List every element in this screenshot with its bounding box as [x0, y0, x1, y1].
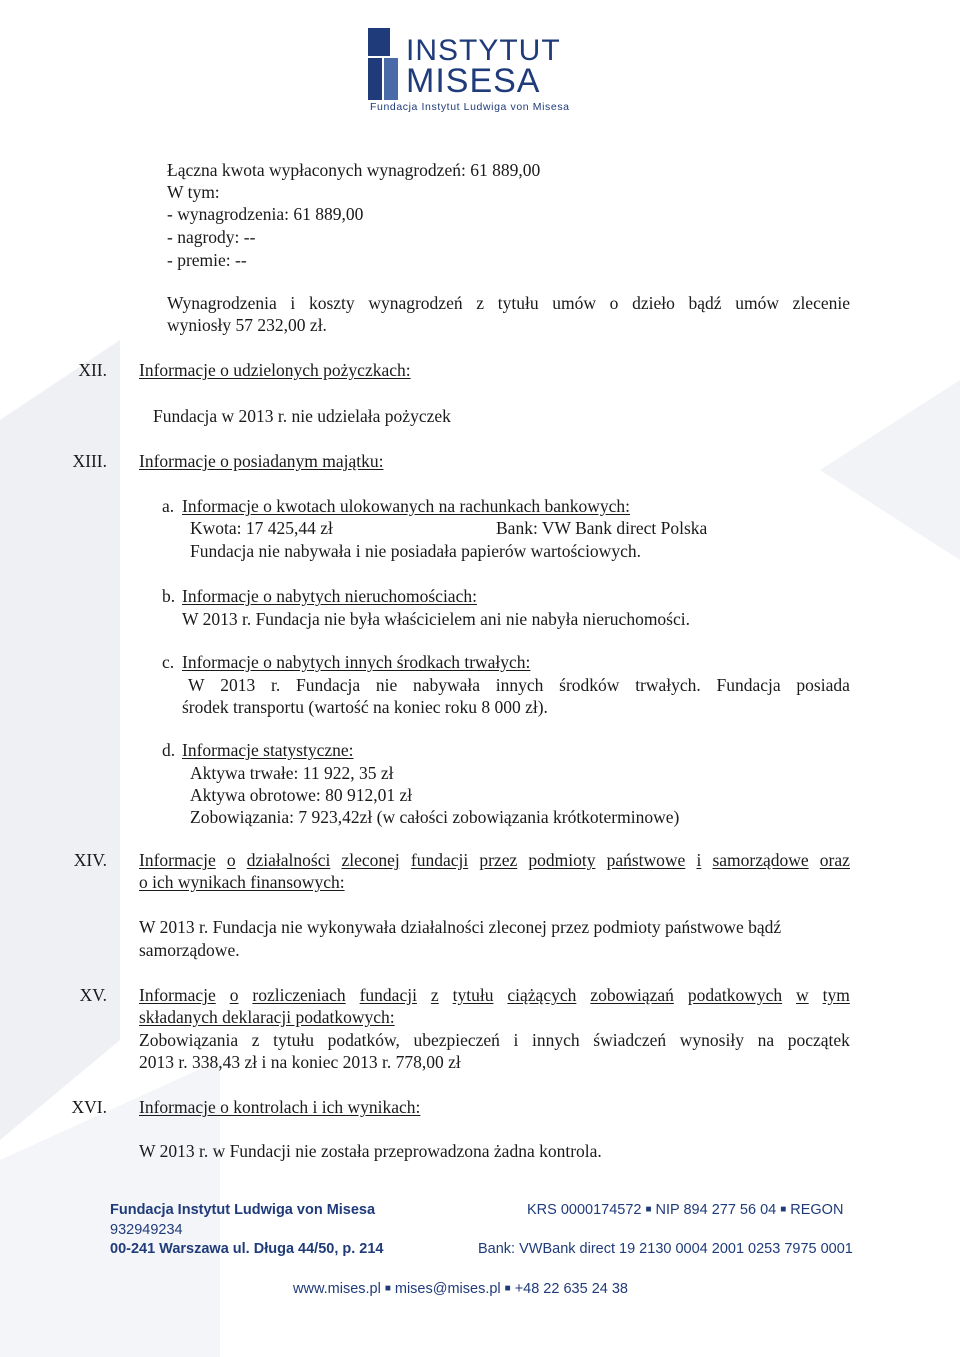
section-xv-text-line-2: 2013 r. 338,43 zł i na koniec 2013 r. 778,00 zł [139, 1052, 461, 1072]
item-b-marker: b. [162, 586, 176, 606]
word: 2013 [220, 675, 256, 695]
bank-name: Bank: VW Bank direct Polska [496, 518, 708, 538]
word: Zobowiązania [139, 1030, 239, 1050]
word: dzieło [632, 293, 675, 313]
word: bądź [688, 293, 722, 313]
footer-regon-label: REGON [790, 1202, 844, 1218]
word: w [796, 985, 809, 1005]
word: zobowiązań [590, 985, 674, 1005]
current-assets: Aktywa obrotowe: 80 912,01 zł [190, 785, 413, 805]
section-xv-text-line-1 [139, 1030, 850, 1051]
section-xii-title: Informacje o udzielonych pożyczkach: [139, 360, 411, 380]
logo-graphic [362, 24, 592, 114]
section-xiv-number: XIV. [73, 850, 107, 870]
word: ubezpieczeń [413, 1030, 500, 1050]
footer-regon-number: 932949234 [110, 1222, 183, 1238]
word: podmioty [528, 850, 596, 870]
item-a-title: Informacje o kwotach ulokowanych na rachunkach bankowych: [182, 496, 631, 516]
word: fundacji [410, 850, 469, 870]
word: na [757, 1030, 775, 1050]
section-xv-number: XV. [79, 985, 107, 1005]
separator-square-icon: ■ [504, 1283, 511, 1294]
footer-registry [527, 1201, 843, 1219]
word: samorządowe [712, 850, 809, 870]
word: nie [375, 675, 398, 695]
word: wynosiły [679, 1030, 744, 1050]
word: fundacji [359, 985, 417, 1005]
word: Fundacja [295, 675, 361, 695]
word: wynagrodzeń [368, 293, 463, 313]
section-xiv-title-line-2: o ich wynikach finansowych: [139, 872, 345, 892]
word: tytułu [497, 293, 539, 313]
word: podatków, [327, 1030, 400, 1050]
word: państwowe [606, 850, 686, 870]
item-d-marker: d. [162, 740, 176, 760]
section-xiv-text-line-2: samorządowe. [139, 940, 240, 960]
word: z [430, 985, 439, 1005]
word: rozliczeniach [252, 985, 346, 1005]
word: podatkowych [687, 985, 783, 1005]
section-xiv-text-line-1: W 2013 r. Fundacja nie wykonywała działalności zleconej przez podmioty państwowe bądź [139, 917, 782, 937]
section-xiii-title: Informacje o posiadanym majątku: [139, 451, 384, 471]
section-xii-number: XII. [78, 360, 107, 380]
word: umów [552, 293, 596, 313]
securities-text: Fundacja nie nabywała i nie posiadała papierów wartościowych. [190, 541, 641, 561]
word: działalności [246, 850, 331, 870]
word: W [188, 675, 205, 695]
word: trwałych. [635, 675, 701, 695]
separator-square-icon: ■ [780, 1204, 787, 1215]
word: posiada [796, 675, 850, 695]
word: o [226, 850, 236, 870]
bank-amount: Kwota: 17 425,44 zł [190, 518, 333, 538]
word: o [609, 293, 619, 313]
watermark-shape-right [820, 380, 960, 560]
separator-square-icon: ■ [384, 1283, 391, 1294]
total-wages-line: Łączna kwota wypłaconych wynagrodzeń: 61 889,00 [167, 160, 541, 180]
word: i [513, 1030, 519, 1050]
footer-krs: KRS 0000174572 [527, 1202, 642, 1218]
word: Informacje [139, 850, 216, 870]
footer-phone: +48 22 635 24 38 [514, 1281, 628, 1297]
logo-line2: MISESA [406, 62, 541, 100]
separator-square-icon: ■ [645, 1204, 652, 1215]
word: przez [479, 850, 518, 870]
word: innych [532, 1030, 580, 1050]
item-a-marker: a. [162, 496, 175, 516]
section-xv-title-line-1 [139, 985, 850, 1006]
contracts-line-2: wyniosły 57 232,00 zł. [167, 315, 327, 335]
word: Informacje [139, 985, 216, 1005]
section-xvi-number: XVI. [71, 1097, 107, 1117]
word: Wynagrodzenia [167, 293, 277, 313]
logo-square-top [368, 28, 390, 56]
word: z [476, 293, 485, 313]
logo-tagline: Fundacja Instytut Ludwiga von Misesa [370, 101, 570, 113]
contracts-line-1 [167, 293, 850, 314]
item-c-text-line-2: środek transportu (wartość na koniec roku 8 000 zł). [182, 697, 548, 717]
word: o [229, 985, 239, 1005]
word: początek [787, 1030, 850, 1050]
item-d-title: Informacje statystyczne: [182, 740, 354, 760]
word: tym [822, 985, 850, 1005]
logo-bar-left [368, 58, 382, 100]
fixed-assets: Aktywa trwałe: 11 922, 35 zł [190, 763, 394, 783]
item-c-marker: c. [162, 652, 175, 672]
word: nabywała [413, 675, 481, 695]
section-xii-text: Fundacja w 2013 r. nie udzielała pożyczek [153, 406, 451, 426]
footer-org-name-text: Fundacja Instytut Ludwiga von Misesa [110, 1202, 376, 1218]
footer-website-link[interactable]: www.mises.pl [293, 1281, 381, 1297]
item-b-text: W 2013 r. Fundacja nie była właścicielem ani nie nabyła nieruchomości. [182, 609, 690, 629]
word: koszty [308, 293, 355, 313]
item-c-text-line-1 [188, 675, 850, 696]
footer-org-name [110, 1201, 375, 1219]
footer-contact [293, 1280, 628, 1298]
word: i [696, 850, 702, 870]
awards-line: - nagrody: -- [167, 227, 256, 247]
instytut-misesa-logo [362, 24, 592, 114]
word: tytułu [273, 1030, 314, 1050]
word: umów [735, 293, 779, 313]
word: z [251, 1030, 260, 1050]
item-b-title: Informacje o nabytych nieruchomościach: [182, 586, 477, 606]
word: zlecenie [792, 293, 850, 313]
word: zleconej [341, 850, 400, 870]
word: ciążących [507, 985, 577, 1005]
section-xvi-title: Informacje o kontrolach i ich wynikach: [139, 1097, 421, 1117]
word: r. [271, 675, 281, 695]
footer-address-text: 00-241 Warszawa ul. Długa 44/50, p. 214 [110, 1241, 384, 1257]
section-xvi-text: W 2013 r. w Fundacji nie została przeprowadzona żadna kontrola. [139, 1141, 602, 1161]
section-xiv-title-line-1 [139, 850, 850, 871]
word: świadczeń [593, 1030, 667, 1050]
word: środków [559, 675, 620, 695]
including-line: W tym: [167, 182, 220, 202]
liabilities: Zobowiązania: 7 923,42zł (w całości zobowiązania krótkoterminowe) [190, 807, 680, 827]
logo-line1: INSTYTUT [406, 34, 561, 67]
word: innych [495, 675, 544, 695]
word: oraz [819, 850, 850, 870]
footer-email-link[interactable]: mises@mises.pl [394, 1281, 501, 1297]
wages-line: - wynagrodzenia: 61 889,00 [167, 204, 364, 224]
word: tytułu [452, 985, 494, 1005]
word: Fundacja [716, 675, 781, 695]
item-c-title: Informacje o nabytych innych środkach trwałych: [182, 652, 531, 672]
logo-bar-right [384, 58, 398, 100]
section-xv-title-line-2: składanych deklaracji podatkowych: [139, 1007, 395, 1027]
section-xiii-number: XIII. [72, 451, 107, 471]
footer-nip: NIP 894 277 56 04 [655, 1202, 777, 1218]
footer-bank-account: Bank: VWBank direct 19 2130 0004 2001 0253 7975 0001 [478, 1241, 853, 1257]
footer-address [110, 1240, 383, 1258]
word: i [290, 293, 296, 313]
bonuses-line: - premie: -- [167, 250, 247, 270]
